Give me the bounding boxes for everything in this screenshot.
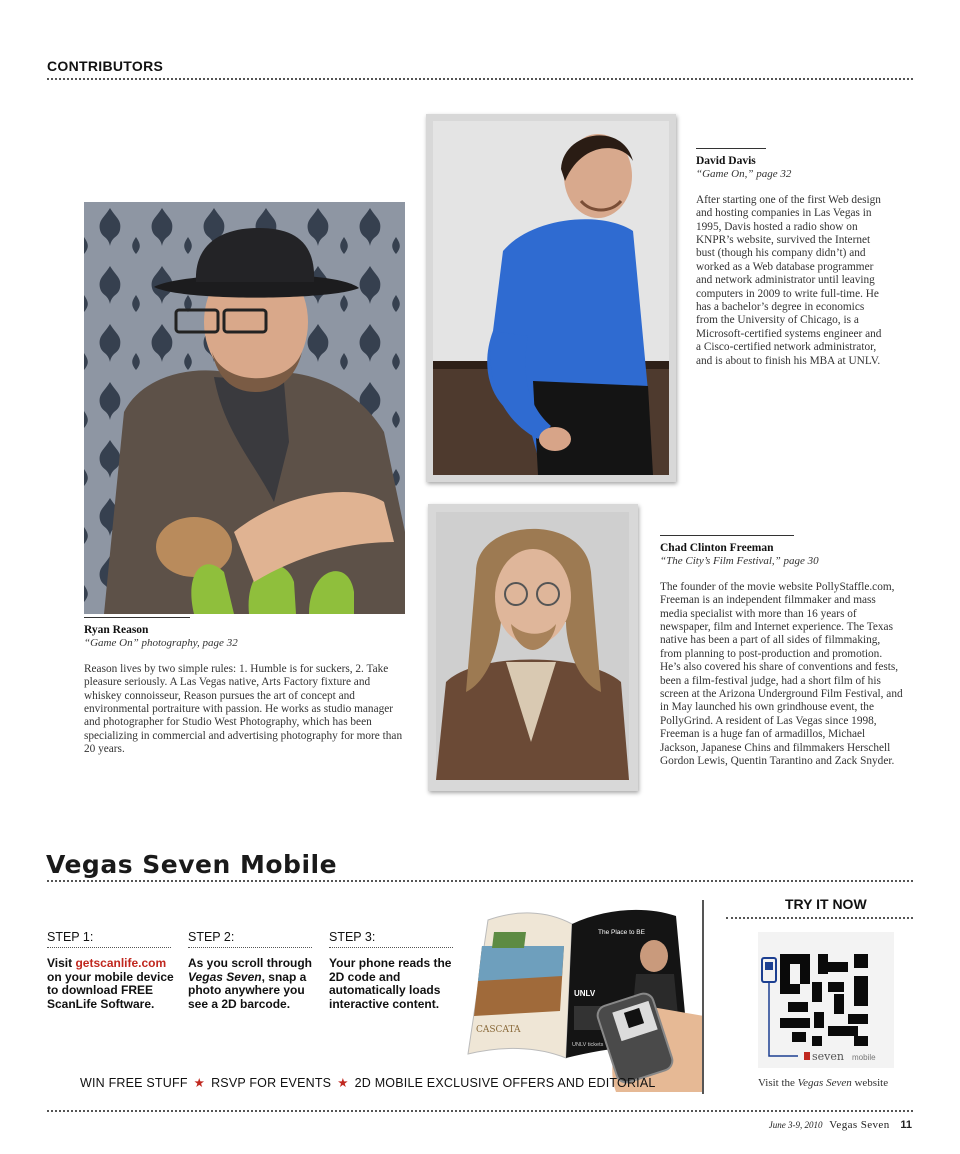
visit-post: website [851,1077,889,1089]
visit-emph: Vegas Seven [797,1077,852,1089]
try-it-now-heading: TRY IT NOW [785,896,867,912]
visit-pre: Visit the [758,1077,798,1089]
contributor-bio: Reason lives by two simple rules: 1. Humble is for suckers, 2. Take pleasure seriously. A Las Vegas native, Arts Factory fixture and whiskey connoisseur, Reason pursues the art of concept and environmental portraiture with passion. He works as studio manager and photographer for Studio West Photography, which has been specializing in commercial and advertising photography for more than 20 years. [84,662,403,756]
bio-chad-freeman [660,535,904,769]
star-icon: ★ [337,1076,349,1090]
step-label: STEP 2: [188,930,312,948]
step-text [47,957,177,1011]
magazine-right-footer: UNLV tickets [572,1042,604,1048]
contributor-bio: The founder of the movie website PollyStaffle.com, Freeman is an independent filmmaker and mass media specialist with more than 16 years of newspaper, film and Internet experience. The Texas native has been a part of all sides of filmmaking, from planning to post-production and promotion. He’s also covered his share of conventions and fests, been a film-festival judge, had a short film of his screen at the Arizona Underground Film Festival, and in May launched his own grindhouse event, the PollyGrind. A resident of Las Vegas since 1998, Freeman is a huge fan of armadillos, Michael Jackson, Japanese Chins and filmmakers Herschell Gordon Lewis, Quentin Tarantino and Zack Snyder. [660,580,903,768]
bio-rule [84,617,190,618]
contributor-name: Chad Clinton Freeman [660,542,774,554]
step-text-post: , snap a photo anywhere you see a 2D barcode. [188,969,307,1011]
step-1 [47,930,177,1011]
contributor-reference: “Game On” photography, page 32 [84,637,238,650]
mobile-vertical-divider [702,900,704,1094]
contributor-name: Ryan Reason [84,624,149,636]
bio-ryan-reason [84,617,406,757]
qr-code[interactable] [758,932,894,1068]
bio-rule [696,148,766,149]
footer-date: June 3-9, 2010 [768,1120,823,1130]
magazine-right-logo: UNLV [574,989,596,998]
footer-divider [47,1110,913,1112]
step-2 [188,930,318,1011]
footer-brand: Vegas Seven [829,1119,890,1131]
step-text-post: on your mobile device to download FREE ScanLife Software. [47,969,174,1011]
qr-brand-suffix: mobile [852,1053,876,1062]
star-icon: ★ [193,1076,206,1090]
magazine-left-caption: CASCATA [476,1025,521,1035]
step-label: STEP 3: [329,930,453,948]
qr-brand: seven [812,1050,844,1063]
step-text-pre: Visit [47,956,76,970]
try-it-now-divider [726,917,913,919]
getscanlife-link[interactable]: getscanlife.com [75,956,167,970]
bio-david-davis [696,148,882,368]
promo-exclusive-offers: 2D MOBILE EXCLUSIVE OFFERS AND EDITORIAL [354,1076,656,1090]
page-number: 11 [900,1119,912,1131]
magazine-right-headline: The Place to BE [598,929,645,936]
page-footer [769,1119,912,1131]
step-text: Your phone reads the 2D code and automatically loads interactive content. [329,956,452,1011]
promo-win-free-stuff: WIN FREE STUFF [80,1076,188,1090]
bio-rule [660,535,794,536]
david-davis-photo [433,121,669,475]
header-divider [47,78,913,80]
mobile-divider [47,880,913,882]
contributor-name: David Davis [696,155,756,167]
step-3 [329,930,459,1011]
step-text-emph: Vegas Seven [188,969,262,984]
mobile-section-title: Vegas Seven Mobile [46,850,338,879]
step-label: STEP 1: [47,930,171,948]
promo-rsvp-events: RSVP FOR EVENTS [211,1076,332,1090]
contributor-reference: “Game On,” page 32 [696,168,792,181]
step-text [188,957,318,1011]
visit-website-caption [758,1077,888,1089]
section-title: CONTRIBUTORS [47,58,164,74]
chad-freeman-photo [436,512,629,780]
contributor-reference: “The City’s Film Festival,” page 30 [660,555,819,568]
magazine-phone-illustration [466,906,704,1092]
ryan-reason-photo [84,202,405,614]
step-text-pre: As you scroll through [188,956,313,970]
promo-strip [80,1075,656,1090]
contributor-bio: After starting one of the first Web design and hosting companies in Las Vegas in 1995, Davis hosted a radio show on KNPR’s website, survived the Internet bust (though his company didn’t) and worked as a Web database programmer and network administrator until leaving computers in 2009 to write full-time. He has a bachelor’s degree in economics from the University of Chicago, is a Microsoft-certified systems engineer and a Cisco-certified network administrator, and is about to finish his MBA at UNLV. [696,193,882,367]
